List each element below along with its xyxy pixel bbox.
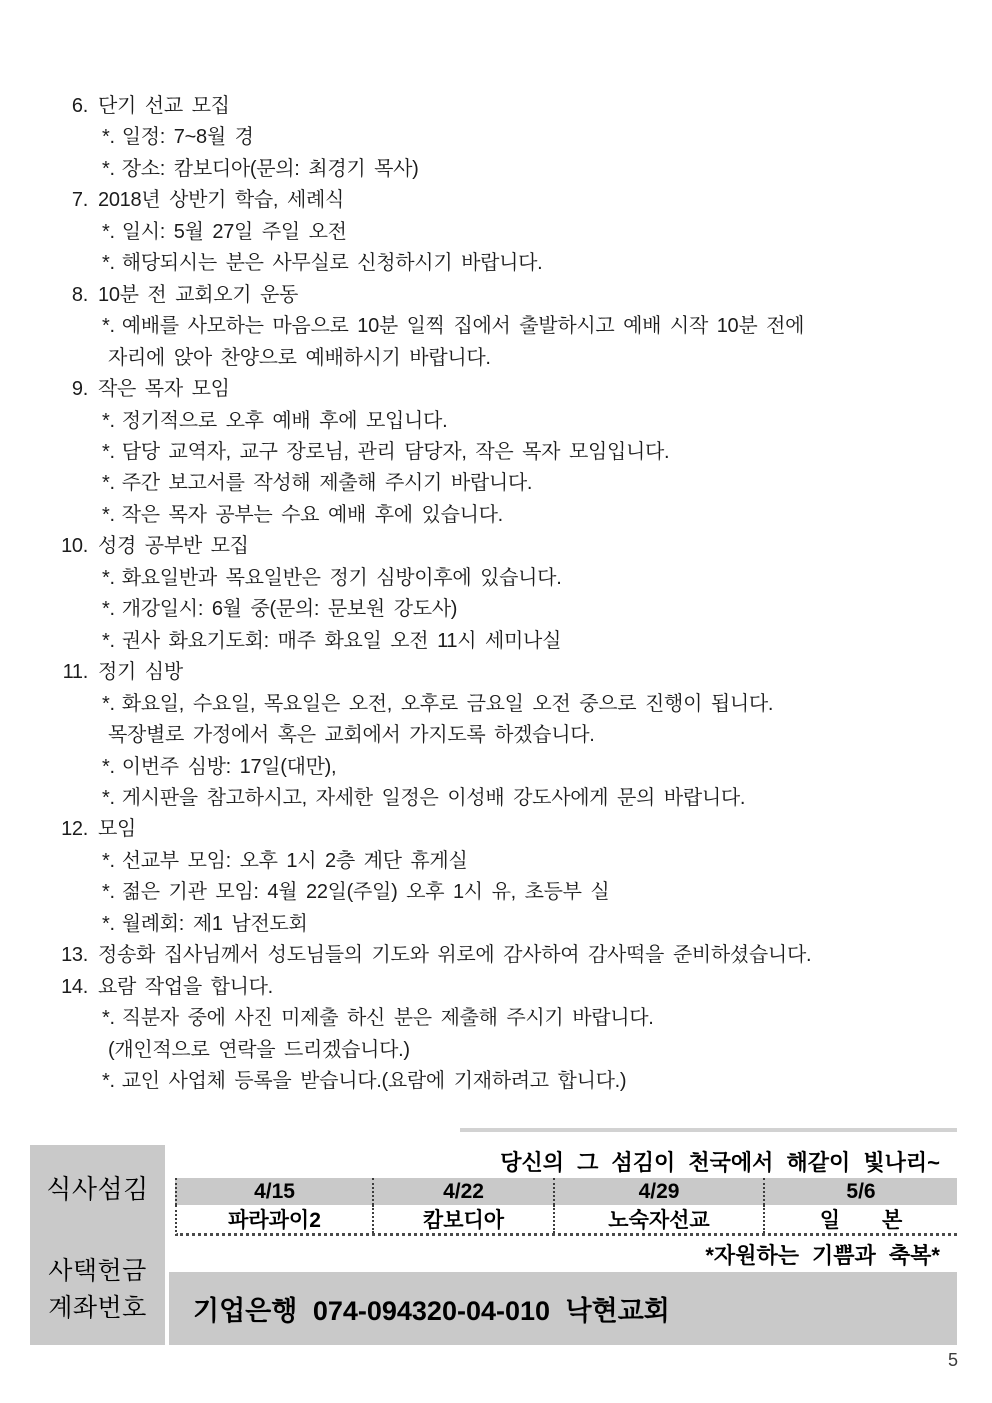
notice-line	[0, 563, 992, 594]
assignment-cell: 캄보디아	[372, 1205, 553, 1233]
notice-text: 게시판을 참고하시고, 자세한 일정은 이성배 강도사에게 문의 바랍니다.	[121, 786, 746, 809]
notice-line	[0, 657, 992, 688]
notice-text: 2018년 상반기 학습, 세례식	[98, 189, 344, 212]
meal-schedule-table	[30, 1145, 957, 1345]
date-cell: 4/29	[553, 1178, 763, 1205]
notice-text: 담당 교역자, 교구 장로님, 관리 담당자, 작은 목자 모임입니다.	[121, 440, 670, 463]
notice-marker: 10.	[61, 535, 88, 558]
notice-text: 단기 선교 모집	[98, 95, 230, 117]
notice-marker: *.	[102, 503, 115, 526]
notice-line	[0, 877, 992, 908]
notice-text: 요람 작업을 합니다.	[98, 975, 273, 998]
notice-text: 10분 전 교회오기 운동	[98, 283, 299, 306]
notice-marker: 11.	[62, 661, 88, 684]
notice-marker: *.	[102, 881, 115, 904]
notice-line	[0, 311, 992, 342]
notice-line	[0, 594, 992, 625]
notice-line	[0, 500, 992, 531]
notice-line	[0, 783, 992, 814]
account-number-row: 기업은행 074-094320-04-010 낙현교회	[169, 1272, 957, 1345]
notice-text: 해당되시는 분은 사무실로 신청하시기 바랍니다.	[121, 252, 543, 275]
notice-line	[0, 437, 992, 468]
assignment-cell: 일 본	[763, 1205, 957, 1233]
meal-serving-label: 식사섬김	[46, 1174, 149, 1204]
notice-marker: *.	[102, 912, 115, 935]
notice-line	[0, 689, 992, 720]
slogan-top: 당신의 그 섬김이 천국에서 해같이 빛나리~	[500, 1150, 940, 1175]
notice-line	[0, 468, 992, 499]
notice-text: 성경 공부반 모집	[98, 535, 249, 558]
notice-line	[0, 1035, 992, 1066]
notice-list	[0, 91, 992, 1098]
notice-text: 목장별로 가정에서 혹은 교회에서 가지도록 하겠습니다.	[108, 724, 595, 747]
notice-marker: *.	[102, 786, 115, 809]
notice-line	[0, 752, 992, 783]
notice-line	[0, 154, 992, 185]
notice-text: 작은 목자 공부는 수요 예배 후에 있습니다.	[121, 503, 503, 526]
notice-marker: *.	[102, 598, 115, 621]
notice-line	[0, 280, 992, 311]
notice-marker: *.	[102, 252, 115, 275]
notice-line	[0, 185, 992, 216]
assignment-cell: 노숙자선교	[553, 1205, 763, 1233]
offering-account-label	[30, 1253, 165, 1327]
notice-marker: 8.	[71, 283, 88, 306]
assignment-cell: 파라과이2	[228, 1209, 321, 1232]
notice-text: 선교부 모임: 오후 1시 2층 계단 휴게실	[121, 849, 468, 872]
offering-label-line2: 계좌번호	[48, 1294, 147, 1322]
notice-text: 정송화 집사님께서 성도님들의 기도와 위로에 감사하여 감사떡을 준비하셨습니다.	[98, 944, 812, 967]
notice-marker: *.	[102, 220, 115, 243]
notice-marker: 6.	[71, 95, 88, 117]
date-header-row	[175, 1178, 957, 1205]
notice-marker: *.	[102, 849, 115, 872]
notice-marker: *.	[102, 1007, 115, 1030]
notice-text: 권사 화요기도회: 매주 화요일 오전 11시 세미나실	[121, 629, 562, 652]
notice-marker: *.	[102, 566, 115, 589]
notice-text: 예배를 사모하는 마음으로 10분 일찍 집에서 출발하시고 예배 시작 10분 전에	[121, 315, 805, 338]
notice-text: 장소: 캄보디아(문의: 최경기 목사)	[121, 157, 419, 180]
offering-label-line1: 사택헌금	[48, 1257, 147, 1285]
notice-line	[0, 846, 992, 877]
notice-text: 정기 심방	[98, 661, 183, 684]
notice-marker: 14.	[61, 975, 88, 998]
notice-marker: 12.	[61, 818, 88, 841]
notice-marker: *.	[102, 1070, 115, 1093]
table-top-rule	[460, 1128, 957, 1132]
notice-line	[0, 1003, 992, 1034]
notice-text: 이번주 심방: 17일(대만),	[121, 755, 337, 778]
notice-text: 일정: 7~8월 경	[121, 126, 254, 149]
notice-line	[0, 374, 992, 405]
notice-marker: *.	[102, 629, 115, 652]
notice-text: 교인 사업체 등록을 받습니다.(요람에 기재하려고 합니다.)	[121, 1070, 627, 1093]
date-cell: 4/15	[254, 1179, 295, 1203]
notice-marker: *.	[102, 157, 115, 180]
notice-line	[0, 720, 992, 751]
assignment-row	[175, 1205, 957, 1236]
notice-text: (개인적으로 연락을 드리겠습니다.)	[108, 1038, 410, 1061]
notice-text: 작은 목자 모임	[98, 378, 230, 401]
notice-text: 젊은 기관 모임: 4월 22일(주일) 오후 1시 유, 초등부 실	[121, 881, 610, 904]
notice-line	[0, 940, 992, 971]
page-number: 5	[948, 1350, 959, 1370]
notice-text: 화요일, 수요일, 목요일은 오전, 오후로 금요일 오전 중으로 진행이 됩니다.	[121, 692, 774, 715]
slogan-volunteer: *자원하는 기쁨과 축복*	[705, 1242, 940, 1268]
notice-line	[0, 91, 992, 122]
notice-line	[0, 531, 992, 562]
notice-marker: *.	[102, 315, 115, 338]
notice-marker: *.	[102, 692, 115, 715]
notice-line	[0, 248, 992, 279]
notice-marker: 13.	[61, 944, 88, 967]
notice-line	[0, 972, 992, 1003]
table-right-region	[169, 1145, 957, 1345]
notice-marker: *.	[102, 755, 115, 778]
notice-line	[0, 122, 992, 153]
notice-line	[0, 406, 992, 437]
notice-text: 일시: 5월 27일 주일 오전	[121, 220, 347, 243]
notice-line	[0, 217, 992, 248]
notice-marker: *.	[102, 126, 115, 149]
notice-marker: 7.	[71, 189, 88, 212]
table-left-column	[30, 1145, 165, 1345]
date-cell: 5/6	[763, 1178, 957, 1205]
notice-line	[0, 1066, 992, 1097]
notice-text: 개강일시: 6월 중(문의: 문보원 강도사)	[121, 598, 458, 621]
notice-line	[0, 909, 992, 940]
notice-text: 모임	[98, 818, 137, 841]
notice-text: 주간 보고서를 작성해 제출해 주시기 바랍니다.	[121, 472, 533, 495]
notice-text: 직분자 중에 사진 미제출 하신 분은 제출해 주시기 바랍니다.	[121, 1007, 654, 1030]
notice-line	[0, 626, 992, 657]
date-cell: 4/22	[372, 1178, 553, 1205]
notice-text: 자리에 앉아 찬양으로 예배하시기 바랍니다.	[108, 346, 491, 369]
notice-text: 화요일반과 목요일반은 정기 심방이후에 있습니다.	[121, 566, 562, 589]
notice-marker: *.	[102, 472, 115, 495]
notice-line	[0, 343, 992, 374]
notice-line	[0, 814, 992, 845]
notice-text: 월례회: 제1 남전도회	[121, 912, 308, 935]
notice-marker: 9.	[71, 378, 88, 401]
notice-text: 정기적으로 오후 예배 후에 모입니다.	[121, 409, 448, 432]
notice-marker: *.	[102, 409, 115, 432]
notice-marker: *.	[102, 440, 115, 463]
